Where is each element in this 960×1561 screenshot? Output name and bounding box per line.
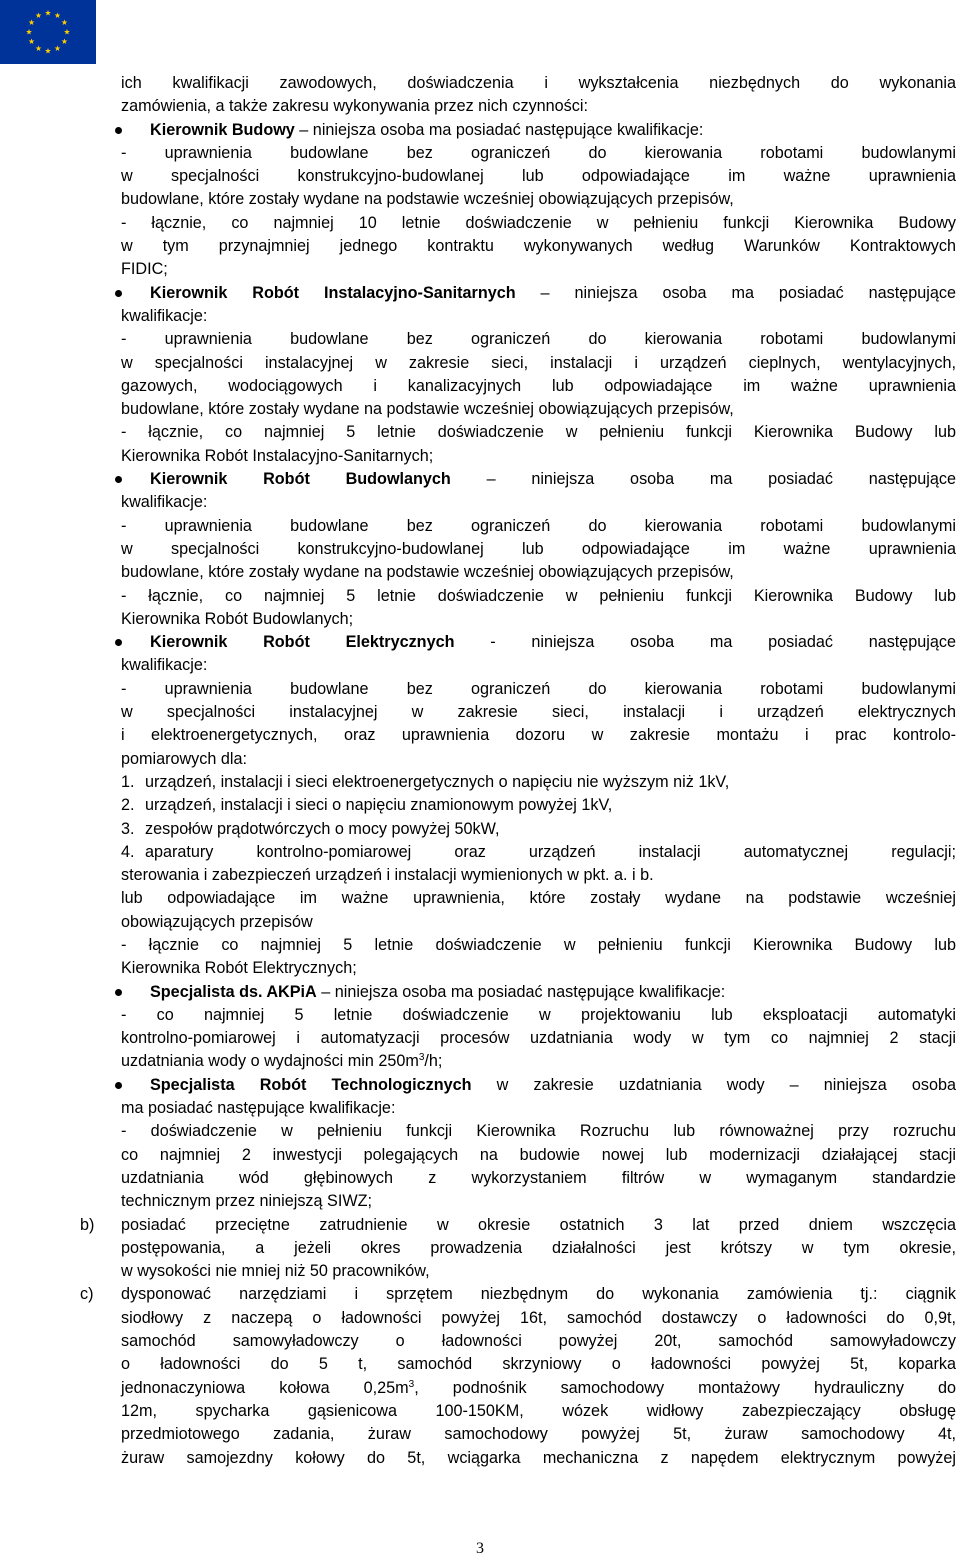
text-line: lub odpowiadające im ważne uprawnienia, które zostały wydane na podstawie wcześniej [121,889,956,908]
text-line: uzdatniania wód głębinowych z wykorzystaniem filtrów w wymaganym standardzie [121,1168,956,1187]
numbered-item: 2. urządzeń, instalacji i sieci o napięciu znamionowym powyżej 1kV, [121,796,613,815]
text-line: kwalifikacje: [121,493,208,512]
numbered-item: 1. urządzeń, instalacji i sieci elektroenergetycznych o napięciu nie wyższym niż 1kV, [121,772,730,791]
text-line: i elektroenergetycznych, oraz uprawnienia dozoru w zakresie montażu i prac kontrolo- [121,726,956,745]
role-title: Kierownik Robót Instalacyjno-Sanitarnych [150,283,516,302]
document-body [80,72,956,1470]
text-line: w specjalności konstrukcyjno-budowlanej lub odpowiadające im ważne uprawnienia [121,167,956,186]
qualification-bullet: Kierownik Robót Elektrycznych - niniejsza osoba ma posiadać następujące [121,631,956,654]
text-line: gazowych, wodociągowych i kanalizacyjnych lub odpowiadające im ważne uprawnienia [121,376,956,395]
text-line: w specjalności instalacyjnej w zakresie sieci, instalacji i urządzeń cieplnych, wentylacyjnych, [121,353,956,372]
eu-flag-icon [0,0,96,64]
text-line: kwalifikacje: [121,656,208,675]
text-line: Kierownika Robót Instalacyjno-Sanitarnych; [121,446,434,465]
text-line: w specjalności instalacyjnej w zakresie sieci, instalacji i urządzeń elektrycznych [121,703,956,722]
text-line: uzdatniania wody o wydajności $\min 250m^3/h$; [121,1052,443,1071]
text-line: Kierownika Robót Elektrycznych; [121,959,357,978]
text-line: budowlane, które zostały wydane na podstawie wcześniej obowiązujących przepisów, [121,563,734,582]
qualification-bullet: Kierownik Budowy – niniejsza osoba ma posiadać następujące kwalifikacje: [121,119,956,142]
text-line: budowlane, które zostały wydane na podstawie wcześniej obowiązujących przepisów, [121,190,734,209]
text-line: - doświadczenie w pełnieniu funkcji Kierownika Rozruchu lub równoważnej przy rozruchu [121,1122,956,1141]
text-line: - uprawnienia budowlane bez ograniczeń do kierowania robotami budowlanymi [121,143,956,162]
text-line: - łącznie, co najmniej 5 letnie doświadczenie w pełnieniu funkcji Kierownika Budowy lub [121,423,956,442]
page-number: 3 [476,1540,484,1557]
intro-line: zamówienia, a także zakresu wykonywania przez nich czynności: [121,97,588,116]
text-line: - łącznie, co najmniej 5 letnie doświadczenie w pełnieniu funkcji Kierownika Budowy lub [121,586,956,605]
role-title: Specjalista ds. AKPiA [150,982,317,1001]
qualification-bullet: Specjalista Robót Technologicznych w zakresie uzdatniania wody – niniejsza osoba [121,1074,956,1097]
text-line: - uprawnienia budowlane bez ograniczeń do kierowania robotami budowlanymi [121,330,956,349]
text-line: samochód samowyładowczy o ładowności powyżej 20t, samochód samowyładowczy [121,1332,956,1351]
text-line: co najmniej 2 inwestycji polegających na budowie nowej lub modernizacji działającej stacji [121,1145,956,1164]
text-line: jednonaczyniowa kołowa $0,25m^3$, podnośnik samochodowy montażowy hydrauliczny do [121,1378,956,1397]
role-title: Kierownik Robót Budowlanych [150,470,451,489]
text-line: postępowania, a jeżeli okres prowadzenia działalności jest krótszy w tym okresie, [121,1238,956,1257]
text-line: sterowania i zabezpieczeń urządzeń i instalacji wymienionych w pkt. a. i b. [121,866,654,885]
numbered-item: 3. zespołów prądotwórczych o mocy powyżej 50kW, [121,819,500,838]
intro-line: ich kwalifikacji zawodowych, doświadczenia i wykształcenia niezbędnych do wykonania [121,74,956,92]
role-title: Specjalista Robót Technologicznych [150,1075,472,1094]
text-line: budowlane, które zostały wydane na podstawie wcześniej obowiązujących przepisów, [121,400,734,419]
text-line: 12m, spycharka gąsienicowa 100-150KM, wózek widłowy zabezpieczający obsługę [121,1401,956,1420]
lettered-item-c: c) dysponować narzędziami i sprzętem niezbędnym do wykonania zamówienia tj.: ciągnik [80,1285,956,1304]
qualification-bullet: Kierownik Robót Budowlanych – niniejsza osoba ma posiadać następujące [121,468,956,491]
text-line: pomiarowych dla: [121,749,247,768]
lettered-item-b: b) posiadać przeciętne zatrudnienie w okresie ostatnich 3 lat przed dniem wszczęcia [80,1215,956,1234]
text-line: - uprawnienia budowlane bez ograniczeń do kierowania robotami budowlanymi [121,516,956,535]
text-line: Kierownika Robót Budowlanych; [121,609,354,628]
qualification-bullet: Specjalista ds. AKPiA – niniejsza osoba ma posiadać następujące kwalifikacje: [121,981,956,1004]
text-line: ma posiadać następujące kwalifikacje: [121,1099,396,1118]
text-line: kwalifikacje: [121,306,208,325]
text-line: - łącznie co najmniej 5 letnie doświadczenie w pełnieniu funkcji Kierownika Budowy lub [121,935,956,954]
text-line: żuraw samojezdny kołowy do 5t, wciągarka mechaniczna z napędem elektrycznym powyżej [121,1448,956,1467]
role-title: Kierownik Budowy [150,120,295,139]
text-line: technicznym przez niniejszą SIWZ; [121,1192,372,1211]
text-line: siodłowy z naczepą o ładowności powyżej 16t, samochód dostawczy o ładowności do 0,9t, [121,1308,956,1327]
text-line: - co najmniej 5 letnie doświadczenie w projektowaniu lub eksploatacji automatyki [121,1005,956,1024]
text-line: w specjalności konstrukcyjno-budowlanej lub odpowiadające im ważne uprawnienia [121,539,956,558]
text-line: o ładowności do 5 t, samochód skrzyniowy o ładowności powyżej 5t, koparka [121,1355,956,1374]
numbered-item: 4. aparatury kontrolno-pomiarowej oraz urządzeń instalacji automatycznej regulacji; [121,842,956,861]
text-line: - uprawnienia budowlane bez ograniczeń do kierowania robotami budowlanymi [121,679,956,698]
text-line: w tym przynajmniej jednego kontraktu wykonywanych według Warunków Kontraktowych [121,237,956,256]
qualification-bullet: Kierownik Robót Instalacyjno-Sanitarnych – niniejsza osoba ma posiadać następujące [121,282,956,305]
text-line: FIDIC; [121,260,168,279]
text-line: przedmiotowego zadania, żuraw samochodowy powyżej 5t, żuraw samochodowy 4t, [121,1425,956,1444]
role-title: Kierownik Robót Elektrycznych [150,633,455,652]
text-line: kontrolno-pomiarowej i automatyzacji procesów uzdatniania wody w tym co najmniej 2 stacji [121,1029,956,1048]
text-line: obowiązujących przepisów [121,912,313,931]
text-line: w wysokości nie mniej niż 50 pracowników, [121,1262,430,1281]
text-line: - łącznie, co najmniej 10 letnie doświadczenie w pełnieniu funkcji Kierownika Budowy [121,213,956,232]
